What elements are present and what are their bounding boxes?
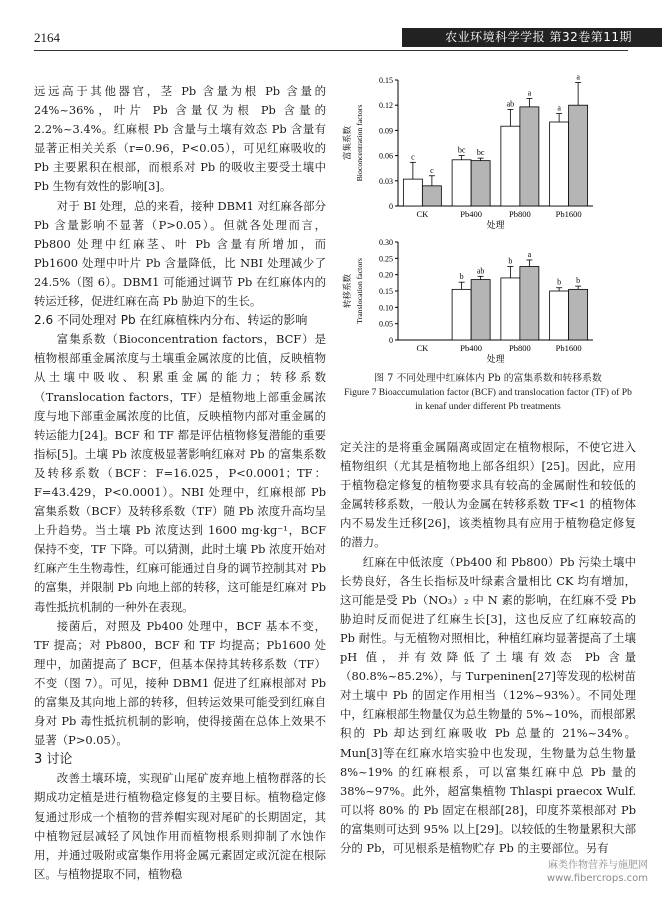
figure-caption-zh: 图 7 不同处理中红麻体内 Pb 的富集系数和转移系数 bbox=[374, 373, 602, 384]
section-heading-2-6: 2.6 不同处理对 Pb 在红麻植株内分布、转运的影响 bbox=[34, 313, 308, 328]
bar bbox=[452, 160, 471, 206]
y-axis-label: Translocation factors bbox=[355, 258, 364, 324]
paragraph: 对于 BI 处理，总的来看，接种 DBM1 对红麻各部分 Pb 含量影响不显著（P>0.05）。但就各处理而言，Pb800 处理中红麻茎、叶 Pb 含量有所增加，而 Pb1600 处理中叶片 Pb 含量降低，比 NBI 处理减少了 24.5%（图 6）。DBM1 可能通过调节 Pb 在红麻体内的转运迁移，促进红麻在高 Pb 胁迫下的生长。 bbox=[34, 198, 326, 309]
bar bbox=[501, 126, 520, 206]
right-column bbox=[340, 438, 636, 858]
significance-letter: bc bbox=[457, 145, 466, 155]
bar bbox=[422, 186, 441, 206]
x-tick-label: Pb400 bbox=[460, 343, 482, 353]
y-tick-label: 0.25 bbox=[379, 254, 393, 264]
paragraph: 红麻在中低浓度（Pb400 和 Pb800）Pb 污染土壤中长势良好，各生长指标及叶绿素含量相比 CK 均有增加，这可能是受 Pb（NO₃）₂ 中 N 素的影响，在红麻不受 Pb 胁迫时反而促进了红麻生长[3]，这也反应了红麻较高的 Pb 耐性。与无植物对照相比，种植红麻均显著提高了土壤 pH 值，并有效降低了土壤有效态 Pb 含量（80.8%~85.2%），与 Turpeninen[27]等发现的松树苗对土壤中 Pb 的固定作用相当（12%~93%）。不同处理中，红麻根部生物量仅为总生物量的 5%~10%，而根部累积的 Pb 却达到红麻吸收 Pb 总量的 21%~34%。Mun[3]等在红麻水培实验中也发现，生物量为总生物量 8%~19% 的红麻根系，可以富集红麻中总 Pb 量的 38%~97%。此外，超富集植物 Thlaspi praecox Wulf. 可以将 80% 的 Pb 固定在根部[28]，印度芥菜根部对 Pb 的富集则可达到 95% 以上[29]。以较低的生物量累积大部分的 Pb，可见根系是植物贮存 Pb 的主要部位。另有 bbox=[340, 554, 636, 855]
bar bbox=[403, 179, 422, 206]
bar bbox=[550, 291, 569, 340]
y-tick-label: 0.30 bbox=[379, 238, 393, 247]
paragraph: 改善土壤环境，实现矿山尾矿废弃地上植物群落的长期成功定植是进行植物稳定修复的主要目标。植物稳定修复通过形成一个植物的营养帽实现对尾矿的长期固定，其中植物冠层减轻了风蚀作用而植物根系则抑制了水蚀作用，并通过吸附或富集作用将金属元素固定或沉淀在根际区。与植物提取不同，植物稳 bbox=[34, 771, 326, 881]
significance-letter: ab bbox=[476, 266, 485, 276]
bar bbox=[471, 161, 490, 206]
significance-letter: b bbox=[459, 272, 464, 282]
significance-letter: c bbox=[411, 152, 415, 162]
x-tick-label: Pb400 bbox=[460, 209, 482, 219]
figure-7 bbox=[340, 62, 636, 414]
bar bbox=[520, 267, 539, 341]
x-tick-label: Pb1600 bbox=[555, 209, 582, 219]
y-axis-label-zh: 富集系数 bbox=[343, 125, 353, 161]
x-tick-label: Pb800 bbox=[509, 343, 531, 353]
figure-caption-en: Figure 7 Bioaccumulation factor (BCF) and translocation factor (TF) of Pb in kenaf under different Pb treatments bbox=[344, 387, 632, 412]
tf-chart bbox=[340, 232, 636, 367]
y-tick-label: 0.15 bbox=[379, 287, 393, 296]
bar bbox=[471, 280, 490, 340]
significance-letter: a bbox=[527, 88, 532, 98]
significance-letter: b bbox=[557, 277, 562, 287]
x-axis-label: 处理 bbox=[486, 355, 505, 365]
x-axis-label: 处理 bbox=[486, 221, 505, 231]
significance-letter: c bbox=[430, 165, 434, 175]
bar bbox=[569, 105, 588, 206]
significance-letter: ab bbox=[506, 99, 515, 109]
x-tick-label: CK bbox=[416, 343, 429, 353]
bar bbox=[569, 289, 588, 340]
significance-letter: a bbox=[576, 72, 580, 82]
journal-header: 农业环境科学学报 第32卷第11期 bbox=[402, 28, 662, 47]
paragraph: 接菌后，对照及 Pb400 处理中，BCF 基本不变，TF 提高；对 Pb800，BCF 和 TF 均提高；Pb1600 处理中，加菌提高了 BCF，但基本保持其转移系数（TF）不变（图 7）。可见，接种 DBM1 促进了红麻根部对 Pb 的富集及其向地上部的转移，但转运效果可能受到红麻自身对 Pb 毒性抵抗机制的影响，使得接菌在总体上效果不显著（P>0.05）。 bbox=[34, 618, 326, 748]
bcf-chart bbox=[340, 62, 636, 232]
y-tick-label: 0.06 bbox=[379, 151, 393, 161]
x-tick-label: Pb1600 bbox=[555, 343, 582, 353]
paragraph: 定关注的是将重金属隔离或固定在植物根际，不使它进入植物组织（尤其是植物地上部各组织）[25]。因此，应用于植物稳定修复的植物要求具有较高的金属耐性和较低的金属转移系数，一般认为金属在转移系数 TF<1 的植物体内不易发生迁移[26]，该类植物具有应用于植物稳定修复的潜力。 bbox=[340, 440, 636, 550]
significance-letter: b bbox=[508, 256, 513, 266]
y-tick-label: 0.15 bbox=[379, 76, 393, 85]
significance-letter: a bbox=[557, 103, 561, 113]
x-tick-label: Pb800 bbox=[509, 209, 531, 219]
section-heading-3: 3 讨论 bbox=[34, 752, 73, 768]
significance-letter: bc bbox=[476, 148, 485, 158]
significance-letter: a bbox=[527, 249, 532, 259]
bar bbox=[501, 278, 520, 340]
y-tick-label: 0.09 bbox=[379, 126, 393, 136]
y-tick-label: 0.03 bbox=[379, 176, 393, 186]
y-tick-label: 0 bbox=[389, 202, 393, 211]
header-rule bbox=[34, 50, 628, 51]
watermark-line: www.fibercrops.com bbox=[546, 873, 648, 884]
y-tick-label: 0.05 bbox=[379, 319, 393, 329]
bar bbox=[452, 289, 471, 340]
y-tick-label: 0 bbox=[389, 336, 393, 345]
x-tick-label: CK bbox=[416, 209, 429, 219]
y-axis-label-zh: 转移系数 bbox=[343, 273, 353, 309]
left-column bbox=[34, 82, 326, 884]
y-tick-label: 0.20 bbox=[379, 270, 393, 280]
bar bbox=[520, 107, 539, 206]
y-axis-label: Bioconcentration factors bbox=[355, 104, 364, 182]
paragraph: 富集系数（Bioconcentration factors，BCF）是植物根部重金属浓度与土壤重金属浓度的比值，反映植物从土壤中吸收、积累重金属的能力；转移系数（Translocation factors，TF）是植物地上部重金属浓度与地下部重金属浓度的比值，反映植物内部对重金属的转运能力[24]。BCF 和 TF 都是评估植物修复潜能的重要指标[5]。土壤 Pb 浓度极显著影响红麻对 Pb 的富集系数及转移系数（BCF：F=16.025，P<0.0001；TF：F=43.429，P<0.0001）。NBI 处理中，红麻根部 Pb 富集系数（BCF）及转移系数（TF）随 Pb 浓度升高均呈上升趋势。当土壤 Pb 浓度达到 1600 mg·kg⁻¹，BCF 保持不变，TF 下降。可以猜测，此时土壤 Pb 浓度开始对红麻产生生物毒性，红麻可能通过自身的调节控制其对 Pb 的富集，并限制 Pb 向地上部的转移，这可能是红麻对 Pb 毒性抵抗机制的一种外在表现。 bbox=[34, 332, 326, 614]
watermark bbox=[547, 859, 648, 885]
page-number: 2164 bbox=[34, 30, 60, 45]
y-tick-label: 0.10 bbox=[379, 303, 393, 313]
significance-letter: b bbox=[576, 276, 581, 286]
y-tick-label: 0.12 bbox=[379, 101, 393, 111]
watermark-line: 麻类作物营养与施肥网 bbox=[548, 860, 648, 871]
bar bbox=[550, 122, 569, 206]
paragraph: 远远高于其他器官，茎 Pb 含量为根 Pb 含量的 24%~36%，叶片 Pb 含量仅为根 Pb 含量的 2.2%~3.4%。红麻根 Pb 含量与土壤有效态 Pb 含量有显著正相关关系（r=0.96，P<0.05），可见红麻吸收的 Pb 主要累积在根部，而根系对 Pb 的吸收主要受土壤中 Pb 生物有效性的影响[3]。 bbox=[34, 84, 326, 194]
